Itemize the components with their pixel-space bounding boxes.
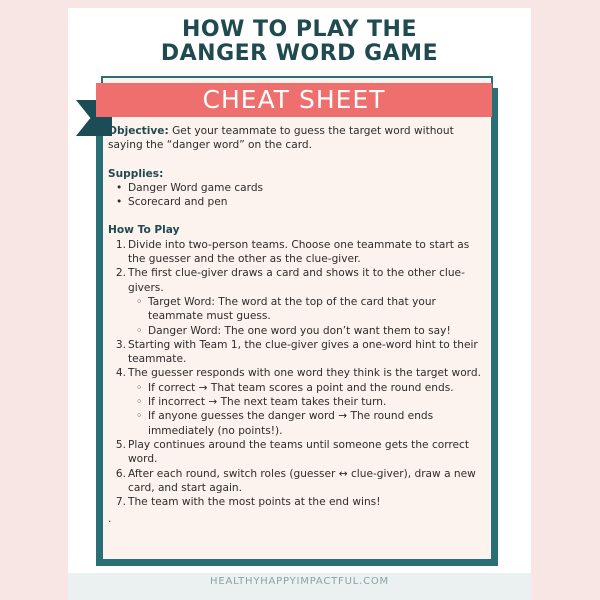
list-item: • Scorecard and pen (116, 195, 488, 209)
step-item (108, 266, 488, 337)
cheat-sheet-banner: CHEAT SHEET (96, 83, 492, 117)
step-item (108, 238, 488, 267)
step-text: The first clue-giver draws a card and shows it to the other clue-givers. (128, 267, 465, 294)
step-number: 6. (115, 467, 126, 480)
step-number: 4. (115, 367, 126, 380)
step-number: 3. (115, 338, 126, 351)
step-text: Play continues around the teams until someone gets the correct word. (128, 438, 470, 466)
sub-item: ◦ Target Word: The word at the top of the card that your teammate must guess. (136, 295, 436, 323)
step-item (108, 495, 488, 509)
step-item (108, 338, 488, 367)
sub-list (128, 381, 488, 438)
page-title (68, 18, 531, 66)
sub-item: ◦ If incorrect → The next team takes their turn. (136, 396, 387, 409)
sub-item: ◦ Danger Word: The one word you don’t want them to say! (136, 324, 451, 337)
title-line-2: DANGER WORD GAME (160, 41, 439, 66)
title-line-1: HOW TO PLAY THE (181, 17, 417, 42)
objective-text: Get your teammate to guess the target word without saying the “danger word” on the card. (108, 125, 454, 152)
objective-paragraph (108, 124, 488, 153)
step-text: The guesser responds with one word they think is the target word. (128, 367, 481, 380)
card-content (108, 124, 488, 527)
step-text: The team with the most points at the end wins! (128, 496, 381, 509)
step-item (108, 467, 488, 496)
sub-item: ◦ If anyone guesses the danger word → The round ends immediately (no points!). (136, 410, 434, 437)
step-item (108, 366, 488, 437)
list-item: • Danger Word game cards (116, 181, 488, 195)
objective-label: Objective: (108, 125, 169, 137)
supplies-heading: Supplies: (108, 167, 164, 180)
website-footer: HEALTHYHAPPYIMPACTFUL.COM (210, 576, 389, 587)
step-text: Starting with Team 1, the clue-giver gives a one-word hint to their teammate. (128, 338, 478, 366)
step-number: 1. (115, 238, 126, 251)
supplies-list (108, 181, 488, 210)
step-text: After each round, switch roles (guesser ↔ clue-giver), draw a new card, and start again. (128, 467, 476, 494)
step-number: 5. (115, 438, 126, 451)
step-text: Divide into two-person teams. Choose one teammate to start as the guesser and the other as the clue-giver. (128, 238, 470, 266)
step-number: 7. (115, 496, 126, 509)
trailing-mark: . (108, 513, 112, 526)
steps-list (108, 238, 488, 510)
sub-list (128, 295, 488, 338)
step-number: 2. (115, 267, 126, 280)
sub-item: ◦ If correct → That team scores a point and the round ends. (136, 381, 454, 394)
how-to-play-heading: How To Play (108, 224, 180, 237)
step-item (108, 438, 488, 467)
